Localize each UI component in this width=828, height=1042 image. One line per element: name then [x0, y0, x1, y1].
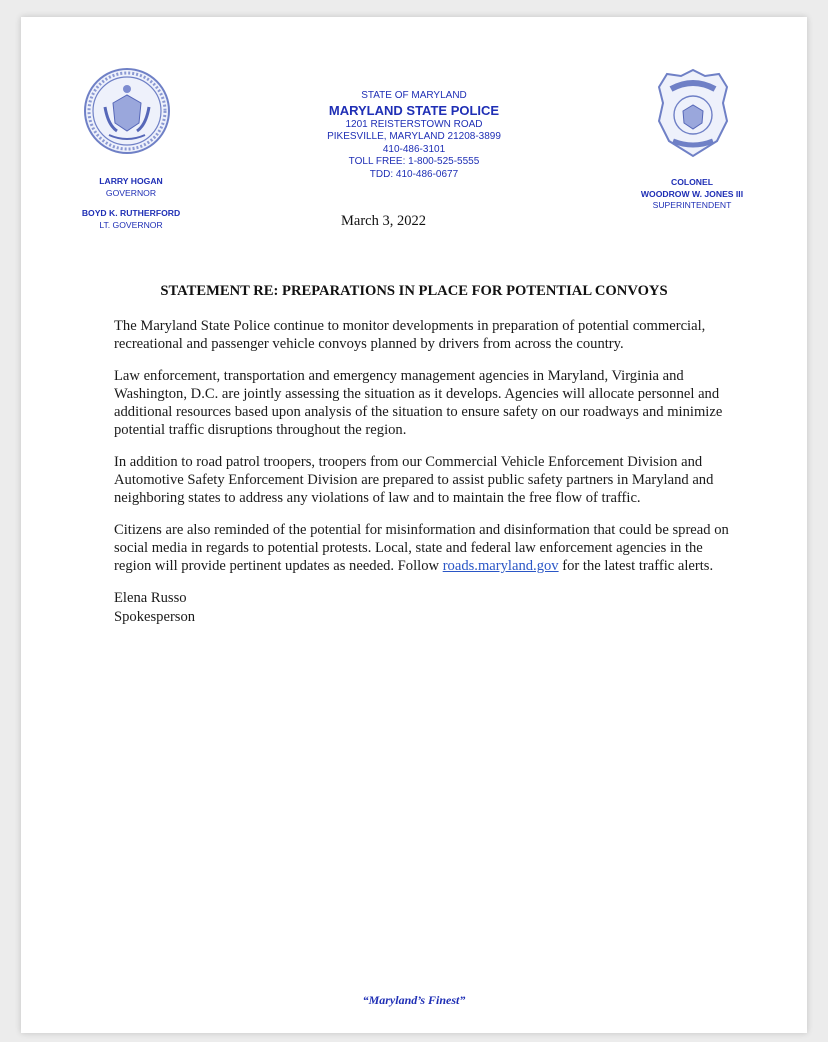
- signature-block: [114, 589, 734, 627]
- letterhead-address-line1: 1201 REISTERSTOWN ROAD: [345, 118, 483, 130]
- signature-role: Spokesperson: [114, 609, 196, 625]
- document-page: [21, 17, 807, 1033]
- paragraph-4: [114, 521, 734, 575]
- lt-governor-title: LT. GOVERNOR: [99, 219, 163, 230]
- letterhead-state: STATE OF MARYLAND: [361, 90, 467, 101]
- letterhead-agency: MARYLAND STATE POLICE: [328, 102, 500, 118]
- letterhead-phone: 410-486-3101: [382, 143, 446, 155]
- left-officials: [57, 176, 205, 231]
- document-date: March 3, 2022: [341, 213, 426, 229]
- footer-motto: “Maryland’s Finest”: [362, 993, 466, 1007]
- letterhead: [284, 90, 544, 182]
- governor-name: LARRY HOGAN: [99, 176, 163, 186]
- paragraph-1: The Maryland State Police continue to monitor developments in preparation of potential commercial, recreational and passenger vehicle convoys planned by drivers from across the country.: [114, 318, 706, 352]
- paragraph-4-text-end: for the latest traffic alerts.: [558, 558, 714, 574]
- maryland-state-seal-icon: [83, 67, 171, 155]
- superintendent-name: WOODROW W. JONES III: [640, 188, 744, 199]
- right-officials: [617, 177, 767, 212]
- letterhead-address-line2: PIKESVILLE, MARYLAND 21208-3899: [327, 131, 501, 143]
- statement-title: STATEMENT RE: PREPARATIONS IN PLACE FOR POTENTIAL CONVOYS: [160, 283, 668, 299]
- roads-maryland-link[interactable]: roads.maryland.gov: [442, 558, 559, 574]
- governor-title: GOVERNOR: [105, 187, 157, 198]
- letterhead-tdd: TDD: 410-486-0677: [369, 168, 459, 180]
- paragraph-3: In addition to road patrol troopers, troopers from our Commercial Vehicle Enforcement Division and Automotive Safety Enforcement Division are prepared to assist public safety partners in Maryland and neighboring states to address any violations of law and to maintain the free flow of traffic.: [114, 454, 714, 506]
- signature-name: Elena Russo: [114, 590, 187, 606]
- paragraph-4-text: Citizens are also reminded of the potential for misinformation and disinformation that could be spread on social media in regards to potential protests. Local, state and federal law enforcement agencies in the region will provide pertinent updates as needed. Follow: [114, 522, 729, 574]
- statement-body: [114, 317, 734, 627]
- lt-governor-name: BOYD K. RUTHERFORD: [81, 208, 181, 218]
- state-police-badge-icon: [655, 67, 731, 159]
- superintendent-title: SUPERINTENDENT: [652, 200, 732, 210]
- superintendent-rank: COLONEL: [670, 177, 713, 187]
- letterhead-toll-free: TOLL FREE: 1-800-525-5555: [348, 156, 480, 168]
- paragraph-2: Law enforcement, transportation and emergency management agencies in Maryland, Virginia and Washington, D.C. are jointly assessing the situation as it develops. Agencies will allocate personnel and additional resources based upon analysis of the situation to ensure safety on our roadways and minimize potential traffic disruptions throughout the region.: [114, 368, 723, 438]
